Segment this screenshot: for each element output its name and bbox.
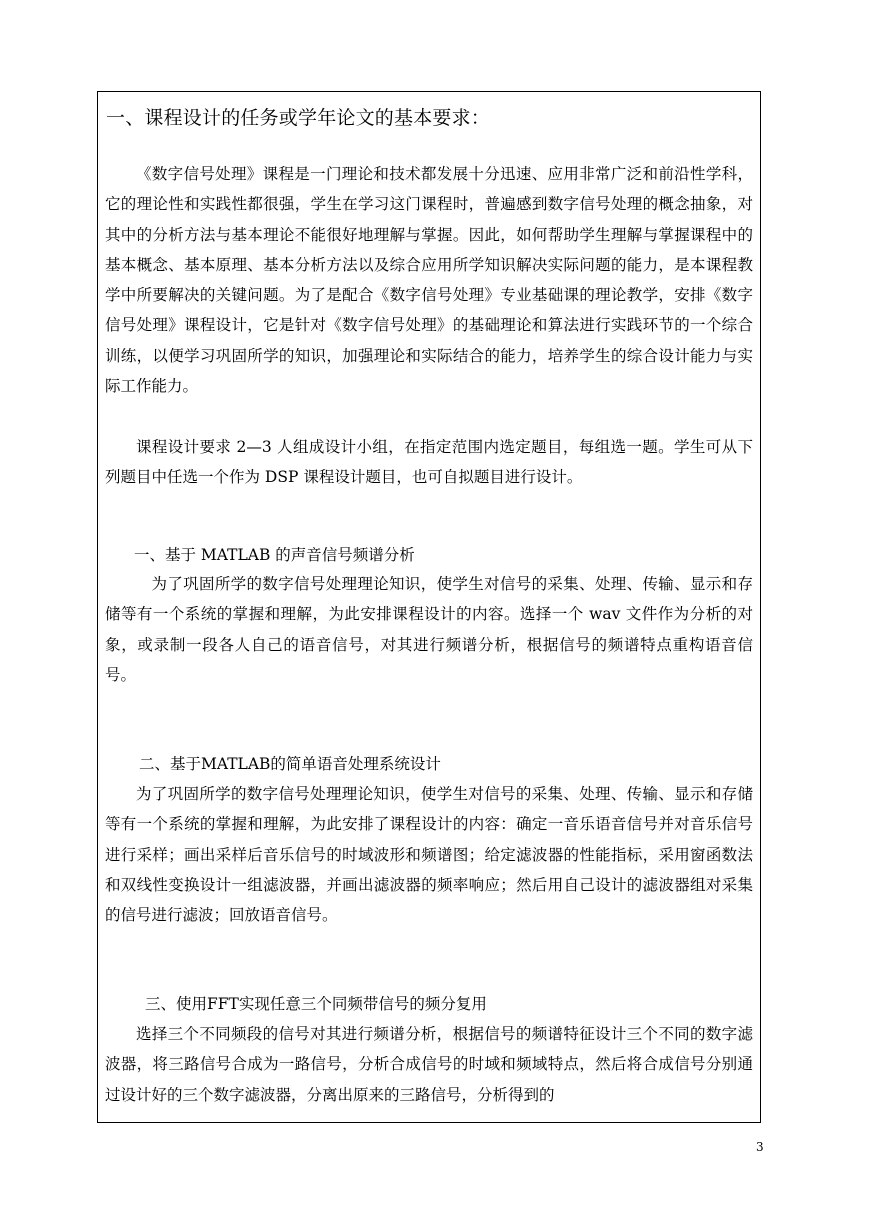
page-number: 3 (756, 1140, 764, 1154)
topic-3-body: 选择三个不同频段的信号对其进行频谱分析，根据信号的频谱特征设计三个不同的数字滤波器，将三路信号合成为一路信号，分析合成信号的时域和频域特点，然后将合成信号分别通过设计好的三个数字滤波器，分离出原来的三路信号，分析得到的 (105, 1025, 753, 1104)
requirement-paragraph: 课程设计要求 2—3 人组成设计小组，在指定范围内选定题目，每组选一题。学生可从下列题目中任选一个作为 DSP 课程设计题目，也可自拟题目进行设计。 (105, 438, 753, 487)
topic-2-body: 为了巩固所学的数字信号处理理论知识，使学生对信号的采集、处理、传输、显示和存储等有一个系统的掌握和理解，为此安排了课程设计的内容：确定一音乐语音信号并对音乐信号进行采样；画出采样后音乐信号的时域波形和频谱图；给定滤波器的性能指标，采用窗函数法和双线性变换设计一组滤波器，并画出滤波器的频率响应；然后用自己设计的滤波器组对采集的信号进行滤波；回放语音信号。 (105, 785, 753, 925)
topic-1-title: 一、基于 MATLAB 的声音信号频谱分析 (134, 546, 415, 564)
topic-1-body: 为了巩固所学的数字信号处理理论知识，使学生对信号的采集、处理、传输、显示和存储等有一个系统的掌握和理解，为此安排课程设计的内容。选择一个 wav 文件作为分析的对象，或录制一段各人自己的语音信号，对其进行频谱分析，根据信号的频谱特点重构语音信号。 (105, 575, 753, 684)
topic-3-title: 三、使用FFT实现任意三个同频带信号的频分复用 (145, 995, 487, 1013)
section-heading: 一、课程设计的任务或学年论文的基本要求： (106, 107, 491, 129)
topic-2-title: 二、基于MATLAB的简单语音处理系统设计 (139, 755, 441, 773)
intro-paragraph: 《数字信号处理》课程是一门理论和技术都发展十分迅速、应用非常广泛和前沿性学科，它的理论性和实践性都很强，学生在学习这门课程时，普遍感到数字信号处理的概念抽象，对其中的分析方法与基本理论不能很好地理解与掌握。因此，如何帮助学生理解与掌握课程中的基本概念、基本原理、基本分析方法以及综合应用所学知识解决实际问题的能力，是本课程教学中所要解决的关键问题。为了是配合《数字信号处理》专业基础课的理论教学，安排《数字信号处理》课程设计，它是针对《数字信号处理》的基础理论和算法进行实践环节的一个综合训练，以便学习巩固所学的知识，加强理论和实际结合的能力，培养学生的综合设计能力与实际工作能力。 (105, 165, 753, 396)
content-frame (97, 91, 761, 1123)
